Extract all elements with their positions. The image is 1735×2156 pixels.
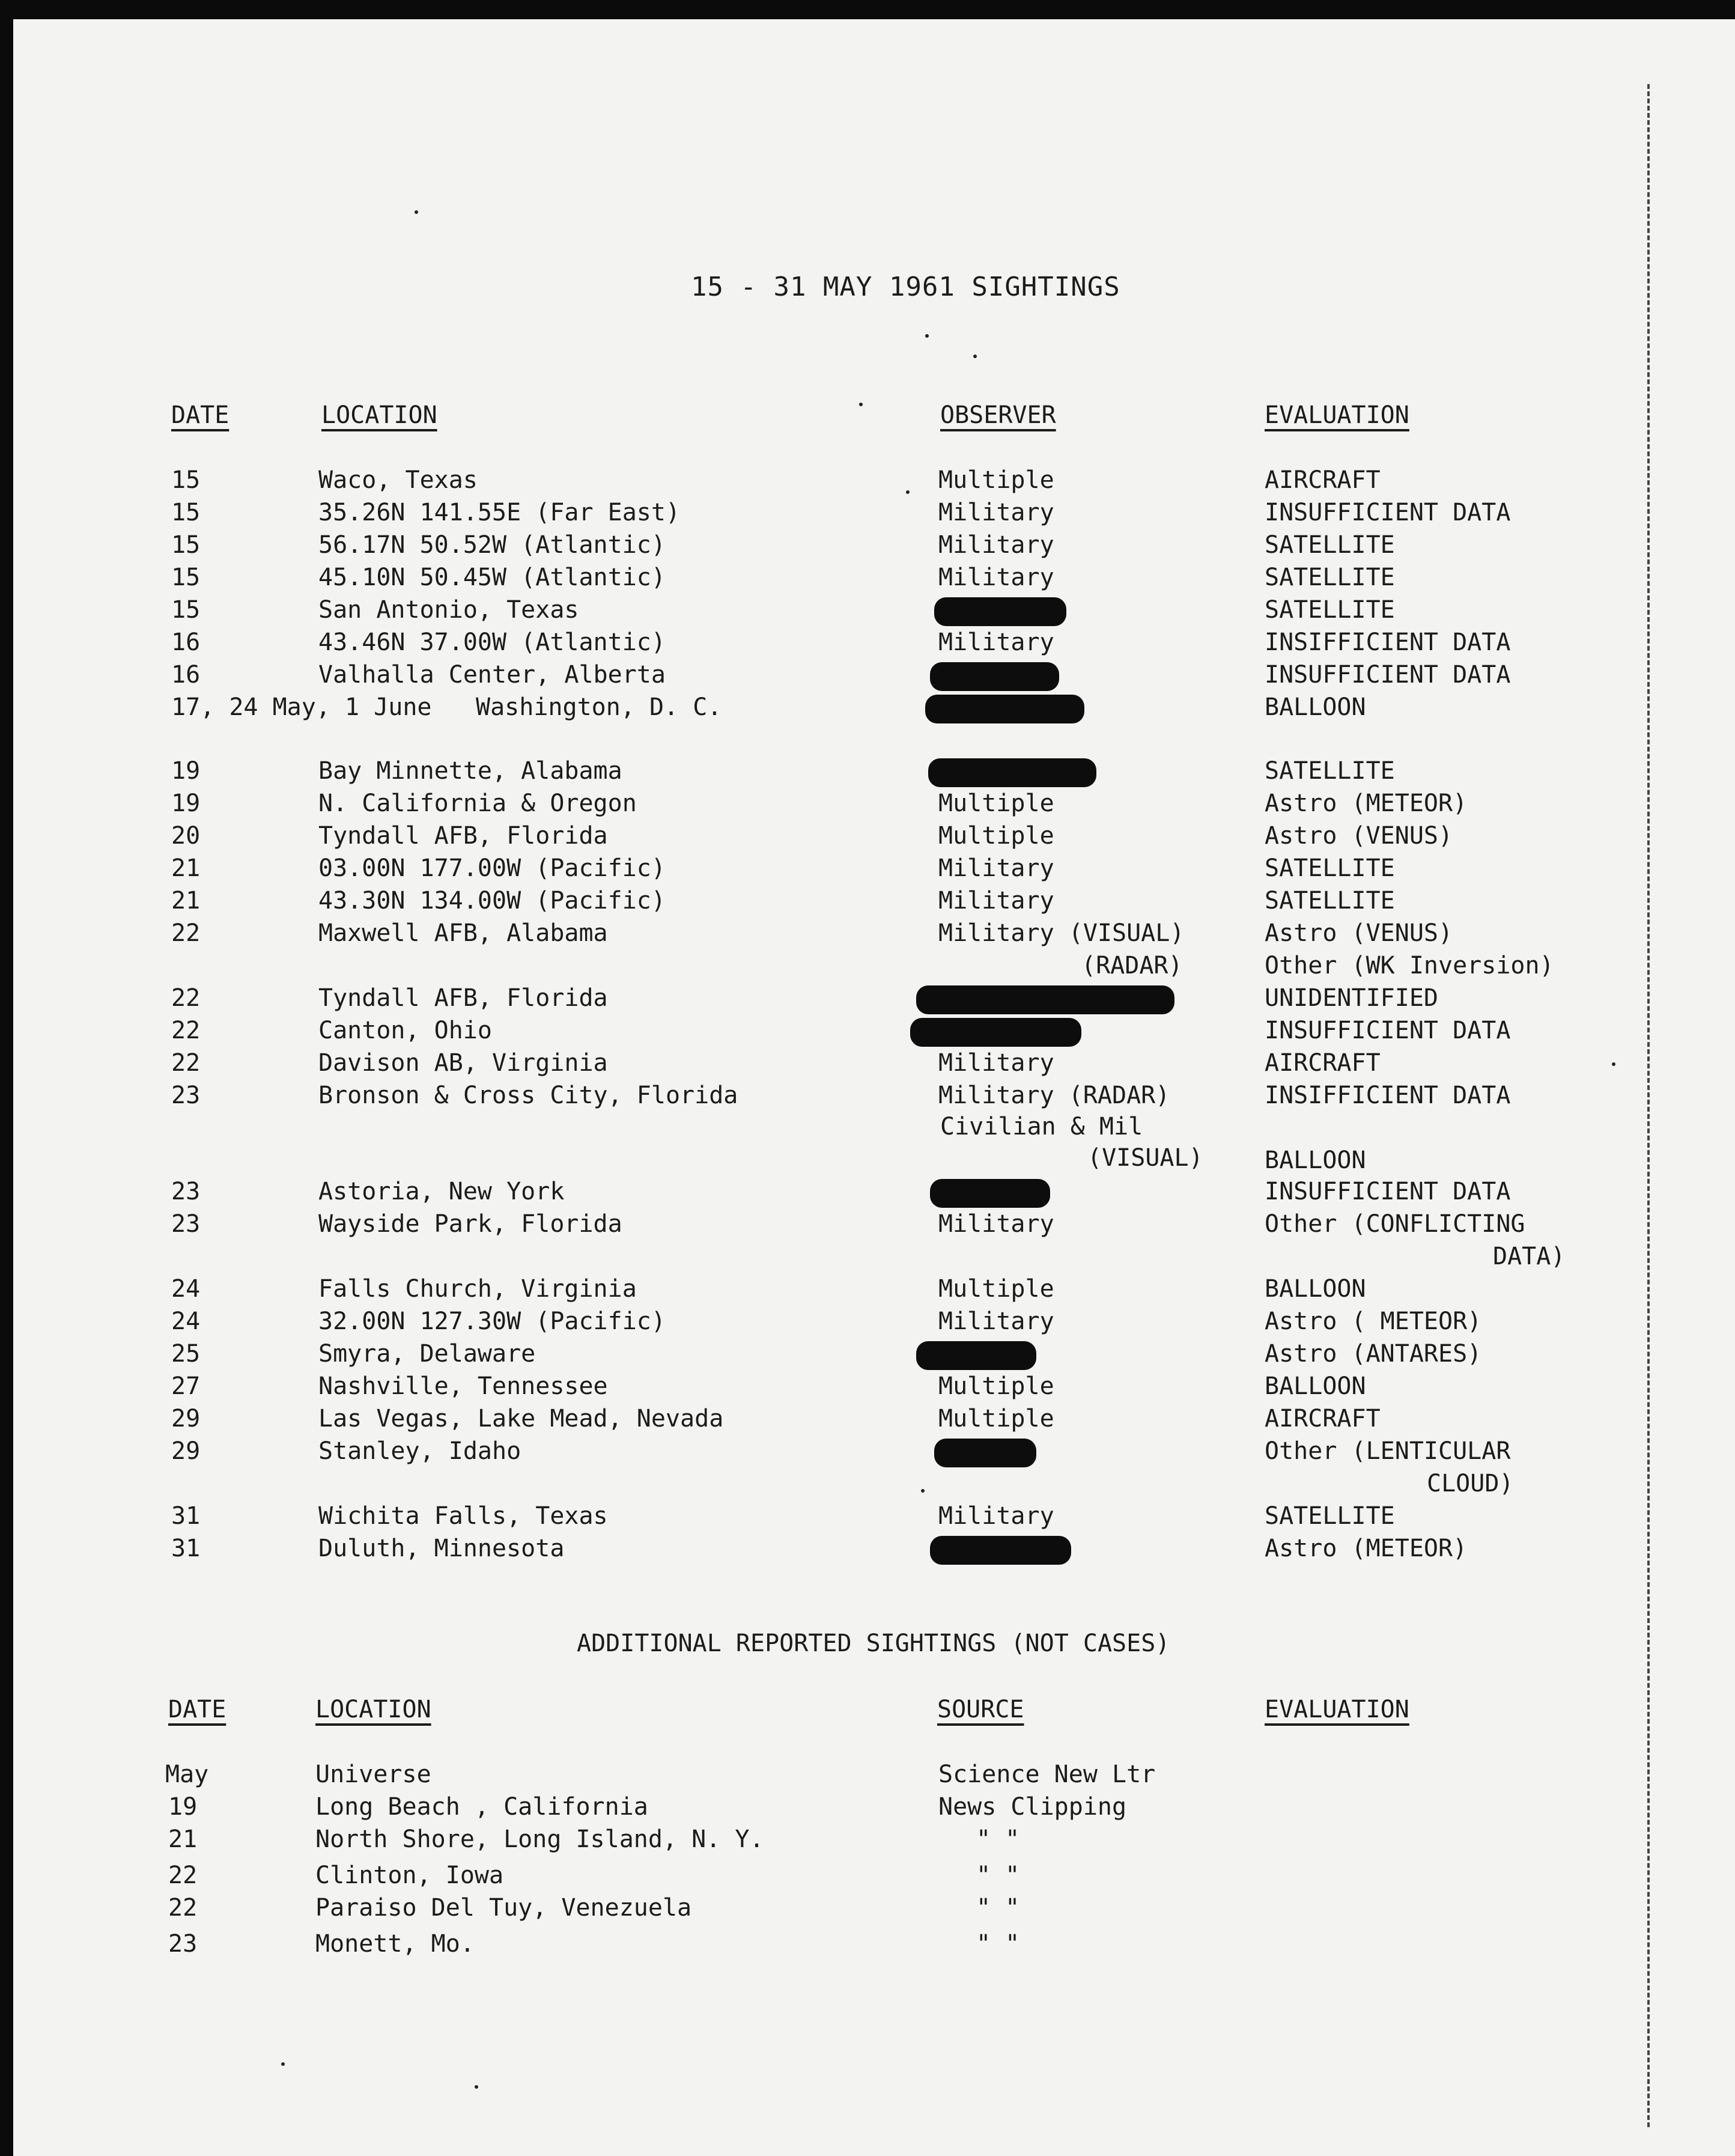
table-row [0, 693, 1735, 726]
row-evaluation-continued: Other (WK Inversion) [1265, 952, 1554, 979]
row-date: 16 [171, 661, 201, 689]
row-evaluation: SATELLITE [1265, 564, 1395, 591]
table-row [0, 564, 1735, 596]
row-location: 43.30N 134.00W (Pacific) [318, 887, 666, 915]
scan-speck [921, 1489, 925, 1493]
row-evaluation: Astro ( METEOR) [1265, 1308, 1482, 1335]
row-evaluation: SATELLITE [1265, 854, 1395, 882]
table-row [0, 1502, 1735, 1535]
row-observer: Military [938, 629, 1054, 656]
row-date: 22 [168, 1894, 198, 1922]
row-observer: Military [938, 1049, 1054, 1077]
row-location: Canton, Ohio [318, 1017, 492, 1044]
row-evaluation: Astro (METEOR) [1265, 1535, 1468, 1562]
row-location: Duluth, Minnesota [318, 1535, 565, 1562]
row-evaluation: BALLOON [1265, 693, 1366, 721]
row-date: 25 [171, 1340, 201, 1368]
row-date: 29 [171, 1437, 201, 1465]
row-location: Falls Church, Virginia [318, 1275, 637, 1303]
redaction-mark [910, 1018, 1081, 1047]
row-evaluation: INSUFFICIENT DATA [1265, 1017, 1511, 1044]
row-evaluation: INSIFFICIENT DATA [1265, 629, 1511, 656]
row-observer: Multiple [938, 1372, 1054, 1400]
row-observer: Military [938, 854, 1054, 882]
table-row [0, 757, 1735, 790]
additional-header-evaluation: EVALUATION [1265, 1696, 1409, 1723]
redaction-mark [928, 758, 1096, 787]
table-row [0, 919, 1735, 952]
additional-header-date: DATE [168, 1696, 226, 1723]
table-row [0, 1437, 1735, 1470]
row-date: 15 [171, 466, 201, 494]
row-date: 31 [171, 1502, 201, 1530]
redaction-mark [925, 695, 1084, 723]
redaction-mark [934, 1439, 1036, 1467]
row-location: 45.10N 50.45W (Atlantic) [318, 564, 666, 591]
additional-header-location: LOCATION [315, 1696, 431, 1723]
row-location: 56.17N 50.52W (Atlantic) [318, 531, 666, 559]
row-evaluation: Astro (ANTARES) [1265, 1340, 1482, 1368]
row-observer: Military [938, 887, 1054, 915]
row-location: Washington, D. C. [476, 693, 722, 721]
row-location: 32.00N 127.30W (Pacific) [318, 1308, 666, 1335]
row-location: Waco, Texas [318, 466, 478, 494]
row-location: Bay Minnette, Alabama [318, 757, 622, 785]
row-evaluation: INSUFFICIENT DATA [1265, 661, 1511, 689]
row-observer: Military (RADAR) [938, 1082, 1170, 1109]
row-evaluation: Astro (VENUS) [1265, 822, 1453, 850]
row-observer: Military (VISUAL) [938, 919, 1185, 947]
row-observer: Multiple [938, 1275, 1054, 1303]
page-title: 15 - 31 MAY 1961 SIGHTINGS [691, 272, 1120, 302]
row-observer: Military [938, 564, 1054, 591]
header-evaluation: EVALUATION [1265, 401, 1409, 429]
table-row [0, 629, 1735, 661]
table-row [0, 1372, 1735, 1405]
scan-speck [925, 334, 929, 338]
row-date: 22 [171, 1017, 201, 1044]
row-date: 23 [168, 1930, 198, 1958]
row-location: Tyndall AFB, Florida [318, 822, 608, 850]
table-row [0, 596, 1735, 629]
row-evaluation: Astro (VENUS) [1265, 919, 1453, 947]
row-evaluation: SATELLITE [1265, 1502, 1395, 1530]
table-row [0, 499, 1735, 531]
row-location: Long Beach , California [315, 1793, 648, 1821]
table-row [0, 1308, 1735, 1340]
table-row [0, 1210, 1735, 1243]
row-location: Tyndall AFB, Florida [318, 984, 608, 1012]
row-source: " " [976, 1894, 1020, 1922]
header-observer: OBSERVER [940, 401, 1056, 429]
row-evaluation-continued: BALLOON [1265, 1147, 1366, 1174]
table-row [0, 822, 1735, 854]
row-date: 19 [171, 790, 201, 817]
scan-speck [415, 210, 418, 214]
row-source: " " [976, 1826, 1020, 1853]
row-evaluation: SATELLITE [1265, 757, 1395, 785]
table-row [0, 1017, 1735, 1049]
table-row [0, 531, 1735, 564]
row-location: Wichita Falls, Texas [318, 1502, 608, 1530]
row-date: 16 [171, 629, 201, 656]
row-observer: Military [938, 1210, 1054, 1238]
additional-row [0, 1930, 1735, 1963]
row-location: N. California & Oregon [318, 790, 637, 817]
row-evaluation: AIRCRAFT [1265, 1049, 1381, 1077]
row-observer: Multiple [938, 822, 1054, 850]
row-source: News Clipping [938, 1793, 1127, 1821]
table-row [0, 790, 1735, 822]
row-location: 03.00N 177.00W (Pacific) [318, 854, 666, 882]
redaction-mark [916, 1341, 1036, 1370]
row-date: 22 [171, 1049, 201, 1077]
header-location: LOCATION [321, 401, 437, 429]
row-location: Stanley, Idaho [318, 1437, 521, 1465]
row-observer: Multiple [938, 790, 1054, 817]
row-evaluation: BALLOON [1265, 1275, 1366, 1303]
row-date: 15 [171, 564, 201, 591]
row-source: " " [976, 1930, 1020, 1958]
row-date: 19 [171, 757, 201, 785]
row-location: Universe [315, 1761, 431, 1788]
table-row [0, 1405, 1735, 1437]
row-date: 27 [171, 1372, 201, 1400]
row-evaluation: SATELLITE [1265, 596, 1395, 624]
row-date: 15 [171, 596, 201, 624]
table-row [0, 1535, 1735, 1567]
table-row [0, 1178, 1735, 1210]
row-observer: Military [938, 531, 1054, 559]
row-observer: Military [938, 1502, 1054, 1530]
additional-row [0, 1862, 1735, 1894]
row-location: Astoria, New York [318, 1178, 565, 1205]
additional-row [0, 1826, 1735, 1858]
row-date: 31 [171, 1535, 201, 1562]
row-evaluation: BALLOON [1265, 1372, 1366, 1400]
additional-row [0, 1793, 1735, 1826]
scan-speck [281, 2062, 285, 2066]
row-date: 17, 24 May, 1 June [171, 693, 432, 721]
row-date: 23 [171, 1210, 201, 1238]
scan-top-border [0, 0, 1735, 19]
row-date: 19 [168, 1793, 198, 1821]
row-location: North Shore, Long Island, N. Y. [315, 1826, 764, 1853]
table-row [0, 854, 1735, 887]
table-row [0, 466, 1735, 499]
header-date: DATE [171, 401, 229, 429]
redaction-mark [934, 597, 1066, 626]
table-row [0, 1275, 1735, 1308]
table-row [0, 661, 1735, 693]
row-evaluation: AIRCRAFT [1265, 1405, 1381, 1433]
scan-speck [906, 490, 910, 494]
row-location: Monett, Mo. [315, 1930, 475, 1958]
row-location: Wayside Park, Florida [318, 1210, 622, 1238]
row-location: 43.46N 37.00W (Atlantic) [318, 629, 666, 656]
row-evaluation: INSIFFICIENT DATA [1265, 1082, 1511, 1109]
additional-row [0, 1894, 1735, 1926]
row-observer: Multiple [938, 1405, 1054, 1433]
row-location: Maxwell AFB, Alabama [318, 919, 608, 947]
row-date: 22 [168, 1862, 198, 1889]
row-date: 23 [171, 1082, 201, 1109]
row-observer-continued: (RADAR) [1081, 952, 1183, 979]
scan-speck [973, 355, 977, 358]
table-row [0, 887, 1735, 919]
additional-row [0, 1761, 1735, 1793]
row-location: 35.26N 141.55E (Far East) [318, 499, 681, 526]
redaction-mark [930, 1536, 1071, 1565]
table-row [0, 984, 1735, 1017]
table-row [0, 1049, 1735, 1082]
row-source: " " [976, 1862, 1020, 1889]
row-date: 21 [171, 854, 201, 882]
row-evaluation: Other (LENTICULAR [1265, 1437, 1511, 1465]
row-date: 15 [171, 499, 201, 526]
row-location: Davison AB, Virginia [318, 1049, 608, 1077]
row-date: 23 [171, 1178, 201, 1205]
row-location: San Antonio, Texas [318, 596, 579, 624]
row-evaluation: SATELLITE [1265, 531, 1395, 559]
scan-speck [475, 2085, 478, 2089]
row-date: May [165, 1761, 209, 1788]
row-evaluation: INSUFFICIENT DATA [1265, 1178, 1511, 1205]
row-date: 15 [171, 531, 201, 559]
row-evaluation: INSUFFICIENT DATA [1265, 499, 1511, 526]
row-location: Nashville, Tennessee [318, 1372, 608, 1400]
scan-speck [1612, 1062, 1615, 1066]
table-row [0, 1340, 1735, 1372]
row-location: Valhalla Center, Alberta [318, 661, 666, 689]
row-evaluation: SATELLITE [1265, 887, 1395, 915]
row-observer-continued: Civilian & Mil [940, 1113, 1143, 1140]
row-evaluation-continued: DATA) [1493, 1243, 1566, 1270]
redaction-mark [930, 1179, 1050, 1208]
additional-section-title: ADDITIONAL REPORTED SIGHTINGS (NOT CASES) [577, 1630, 1170, 1657]
row-date: 21 [171, 887, 201, 915]
row-evaluation: UNIDENTIFIED [1265, 984, 1438, 1012]
additional-header-source: SOURCE [937, 1696, 1024, 1723]
row-observer: Military [938, 1308, 1054, 1335]
row-observer-continued: (VISUAL) [1087, 1144, 1203, 1172]
row-location: Clinton, Iowa [315, 1862, 504, 1889]
redaction-mark [916, 985, 1174, 1014]
row-date: 24 [171, 1275, 201, 1303]
row-location: Las Vegas, Lake Mead, Nevada [318, 1405, 724, 1433]
row-date: 22 [171, 919, 201, 947]
row-location: Smyra, Delaware [318, 1340, 536, 1368]
row-date: 29 [171, 1405, 201, 1433]
row-date: 21 [168, 1826, 198, 1853]
redaction-mark [930, 662, 1059, 691]
row-observer: Multiple [938, 466, 1054, 494]
table-row [0, 1082, 1735, 1114]
row-evaluation: Other (CONFLICTING [1265, 1210, 1525, 1238]
row-evaluation: Astro (METEOR) [1265, 790, 1468, 817]
row-date: 22 [171, 984, 201, 1012]
row-location: Bronson & Cross City, Florida [318, 1082, 738, 1109]
row-location: Paraiso Del Tuy, Venezuela [315, 1894, 692, 1922]
row-source: Science New Ltr [938, 1761, 1156, 1788]
row-evaluation: AIRCRAFT [1265, 466, 1381, 494]
row-observer: Military [938, 499, 1054, 526]
row-date: 20 [171, 822, 201, 850]
row-date: 24 [171, 1308, 201, 1335]
row-evaluation-continued: CLOUD) [1427, 1470, 1514, 1497]
scan-speck [859, 403, 863, 406]
